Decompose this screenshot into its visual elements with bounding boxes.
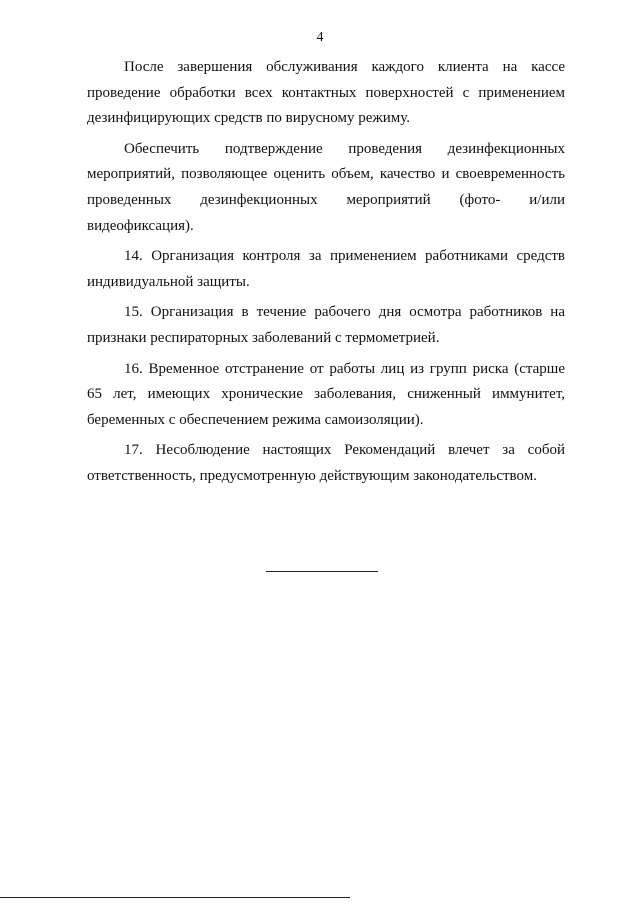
document-body bbox=[87, 55, 565, 495]
paragraph-disinfection-confirmation: Обеспечить подтверждение проведения дезинфекционных мероприятий, позволяющее оценить объем, качество и своевременность проведенных дезинфекционных мероприятий (фото- и/или видеофиксация). bbox=[87, 140, 565, 234]
paragraph-cashier-disinfection: После завершения обслуживания каждого клиента на кассе проведение обработки всех контактных поверхностей с применением дезинфицирующих средств по вирусному режиму. bbox=[87, 59, 565, 127]
end-separator-line bbox=[266, 571, 378, 572]
footer-rule bbox=[0, 897, 350, 898]
page-number: 4 bbox=[316, 30, 324, 45]
paragraph-item-17: 17. Несоблюдение настоящих Рекомендаций влечет за собой ответственность, предусмотренную действующим законодательством. bbox=[87, 442, 565, 484]
paragraph-item-15: 15. Организация в течение рабочего дня осмотра работников на признаки респираторных заболеваний с термометрией. bbox=[87, 304, 565, 346]
paragraph-item-16: 16. Временное отстранение от работы лиц из групп риска (старше 65 лет, имеющих хронические заболевания, сниженный иммунитет, беременных с обеспечением режима самоизоляции). bbox=[87, 360, 565, 428]
paragraph-item-14: 14. Организация контроля за применением работниками средств индивидуальной защиты. bbox=[87, 248, 565, 290]
